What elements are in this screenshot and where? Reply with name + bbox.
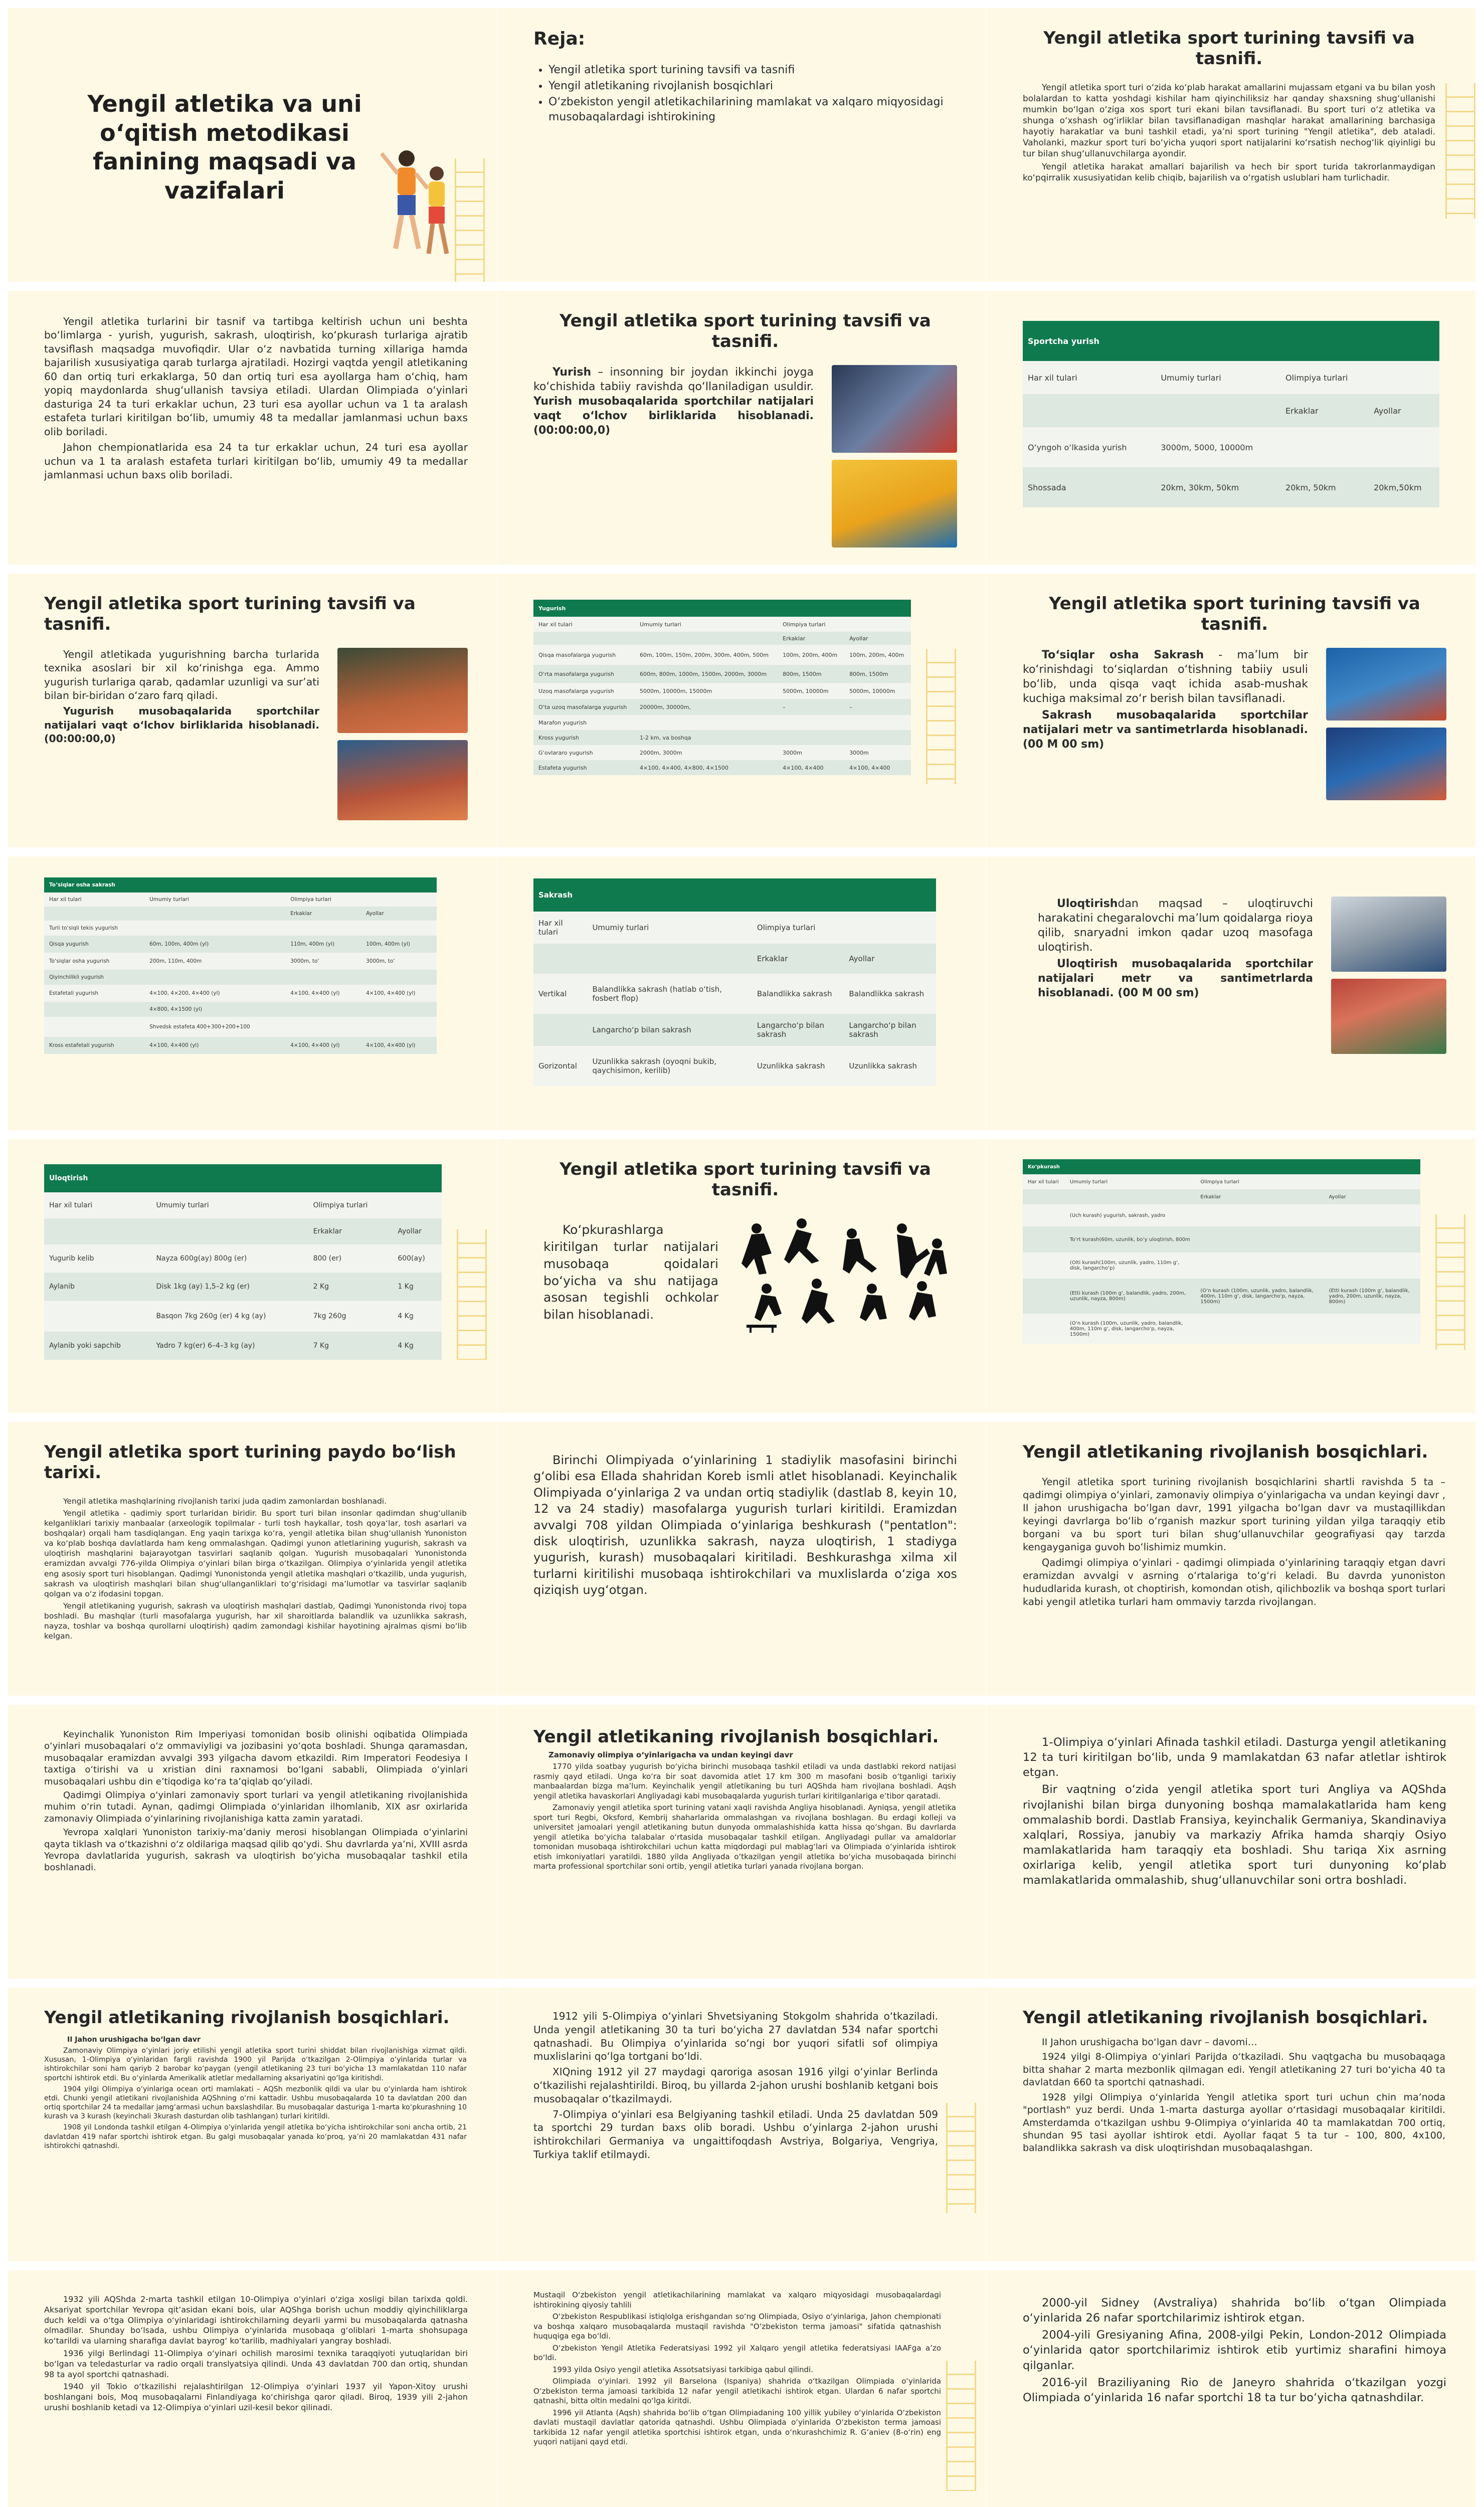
table-cell: Erkaklar bbox=[285, 907, 361, 921]
subheading: Zamonaviy olimpiya o‘yinlarigacha va undan keyingi davr bbox=[548, 1750, 793, 1759]
table-cell: Nayza 600g(ay) 800g (er) bbox=[151, 1244, 308, 1273]
paragraph-bold: Uloqtirish musobaqalarida sportchilar natijalari metr va santimetrlarda hisoblanadi. (00 M 00 sm) bbox=[1038, 958, 1313, 1000]
table-cell: Langarcho‘p bilan sakrash bbox=[752, 1014, 844, 1046]
paragraph: Yengil atletika turlarini bir tasnif va tartibga keltirish uchun uni beshta bo‘limlarga - yurish, yugurish, sakrash, uloqtirish, ko‘pkurash turlariga ajratib tavsiflash maqsadga muvofiqdir. Ular o‘z navbatida turning xillariga hamda bajarilish xususiyatiga qarab turlarga ajratiladi. Hozirgi vaqtda yengil atletikaning 60 dan ortiq turi erkaklarga, 50 dan ortiq turi esa ayollarga ham o‘chiq, ham yopiq maydonlarda shug‘ullanish tavsiya etiladi. Ulardan Olimpiada o‘yinlari dasturiga 24 ta turi erkaklar uchun, 23 turi esa ayollar uchun va 1 ta aralash estafeta turlari kiritilgan bo‘lib, umumiy 48 ta medallar jamlanmasi uchun baxs olib boriladi. bbox=[44, 315, 468, 438]
plan-item: • Yengil atletikaning rivojlanish bosqichlari bbox=[548, 79, 957, 94]
plan-list bbox=[548, 63, 957, 125]
slide-heading: Yengil atletika sport turining paydo bo‘lish tarixi. bbox=[44, 1442, 456, 1483]
table-cell: Uzunlikka sakrash bbox=[752, 1046, 844, 1086]
table-cell: 4×100, 4×400 (yl) bbox=[144, 1037, 285, 1054]
slide-heading: Yengil atletikaning rivojlanish bosqichlari. bbox=[533, 1727, 939, 1747]
image-column bbox=[1331, 897, 1446, 1054]
table-cell: Umumiy turlari bbox=[151, 1192, 308, 1218]
paragraph: Ko‘pkurashlarga kiritilgan turlar natijalari musobaqa qoidalari bo‘yicha va shu natijaga asosan tegishli ochkolar bilan hisoblanadi. bbox=[543, 1222, 718, 1322]
table-cell: Erkaklar bbox=[752, 944, 844, 974]
slide-heading: Yengil atletika sport turining tavsifi va tasnifi. bbox=[1043, 28, 1415, 69]
paragraph: Yengil atletika sport turining rivojlanish bosqichlarini shartli ravishda 5 ta – qadimgi olimpiya o‘yinlari, zamonaviy olimpiya o‘yinlarigacha va undan keyingi davr , II jahon urushigacha bo‘lgan davr, 1991 yilgacha bo‘lgan davr va mustaqillikdan keyingi davrlarga bo‘lib o‘rganish mazkur sport turining yildan yilga taraqqiy etib borgani va bu sport turi bilan shug‘ullanuvchilar geografiyasi qay tarzda kengayganiga guvoh bo‘lishimiz mumkin. bbox=[1023, 1476, 1445, 1553]
walking-legs-photo bbox=[832, 365, 957, 453]
walking-bold: Yurish musobaqalarida sportchilar natijalari vaqt o‘lchov birliklarida hisoblanadi. (00:00:00,0) bbox=[533, 395, 814, 437]
table-cell: Olimpiya turlari bbox=[1280, 361, 1369, 394]
throwing-table bbox=[44, 1164, 442, 1360]
table-cell: 20km, 30km, 50km bbox=[1156, 467, 1280, 507]
table-cell: Erkaklar bbox=[1195, 1189, 1324, 1204]
slide-history[interactable] bbox=[8, 1422, 497, 1696]
slide-stages-6[interactable] bbox=[497, 1988, 986, 2261]
paragraph: 2000-yil Sidney (Avstraliya) shahrida bo‘lib o‘tgan Olimpiada o‘yinlarida 26 nafar sportchilarimiz ishtirok etgan. bbox=[1023, 2296, 1446, 2325]
slide-heading: Yengil atletikaning rivojlanish bosqichlari. bbox=[1023, 2008, 1428, 2028]
table-cell: Yadro 7 kg(er) 6–4–3 kg (ay) bbox=[151, 1332, 308, 1360]
table-header: To‘siqlar osha sakrash bbox=[44, 877, 144, 892]
table-cell: Erkaklar bbox=[778, 632, 844, 645]
slide-stages-4[interactable] bbox=[987, 1705, 1475, 1979]
table-cell: – bbox=[778, 699, 844, 715]
table-cell: Balandlikka sakrash bbox=[844, 974, 936, 1014]
slide-heading: Yengil atletika sport turining tavsifi va tasnifi. bbox=[44, 594, 416, 634]
table-cell: 4 Kg bbox=[393, 1332, 442, 1360]
table-cell: Marafon yugurish bbox=[533, 715, 635, 730]
table-cell: 4×100, 4×400 bbox=[778, 760, 844, 775]
slide-heading: Yengil atletika sport turining tavsifi va tasnifi. bbox=[1049, 594, 1420, 634]
table-cell: Qisqa masofalarga yugurish bbox=[533, 645, 635, 665]
table-cell: 4×100, 4×200, 4×400 (yl) bbox=[144, 985, 285, 1002]
table-cell: Gorizontal bbox=[533, 1046, 587, 1086]
table-cell: 4×100, 4×400 (yl) bbox=[361, 985, 437, 1002]
sprint-race-photo bbox=[337, 740, 468, 820]
paragraph: 1996 yil Atlanta (Aqsh) shahrida bo‘lib o‘tgan Olimpiadaning 100 yillik yubiley o‘yinlarida O‘zbekiston davlati mustaqil davlatlar qatorida qatnashdi. Ushbu Olimpiada o‘yinlarida O‘zbekiston terma jamoasi tarkibida 12 nafar yengil atletika sportchisi ishtirok etgan, unda o‘nkurashchimiz R. G‘aniev (8-o‘rin) eng yuqori natijani qayd etdi. bbox=[533, 2408, 941, 2446]
table-cell: Ayollar bbox=[1369, 394, 1439, 427]
table-cell: Erkaklar bbox=[1280, 394, 1369, 427]
table-cell: 5000m, 10000m, 15000m bbox=[635, 683, 778, 699]
subheading: II Jahon urushigacha bo‘lgan davr bbox=[67, 2035, 201, 2044]
table-cell: Shvedsk estafeta 400+300+200+100 bbox=[144, 1017, 285, 1037]
table-cell: 4×100, 4×400, 4×800, 4×1500 bbox=[635, 760, 778, 775]
sprint-start-photo bbox=[337, 648, 468, 733]
table-cell: Yugurib kelib bbox=[44, 1244, 151, 1273]
image-column bbox=[337, 648, 468, 820]
table-cell: Ayollar bbox=[1324, 1189, 1420, 1204]
table-cell: Ayollar bbox=[844, 944, 936, 974]
hurdles-text: - ma’lum bir ko‘rinishdagi to‘siqlardan o‘tishning tabiiy usuli bo‘lib, unda qisqa vaqt ichida asab-mushak kuchiga maksimal zo‘r berish bilan tavsiflanadi. bbox=[1023, 648, 1308, 705]
slide-stages-5[interactable] bbox=[8, 1988, 497, 2261]
hammer-throw-photo bbox=[1331, 897, 1446, 972]
multievent-table bbox=[1023, 1159, 1420, 1344]
table-cell: O‘yngoh o‘lkasida yurish bbox=[1023, 427, 1156, 467]
paragraph: Zamonaviy Olimpiya o‘yinlari joriy etilishi yengil atletika sport turini shiddat bilan rivojlanishiga xizmat qildi. Xususan, 1-Olimpiya o‘yinlaridan fargli ravishda 1900 yil Parijda o‘tkazilgan 2-Olimpiya o‘yinlarida turlar va ishtirokchilar soni ham qariyb 2 barobar ko‘paygan (yengil atletikaning 23 turi bo‘yicha 13 mamlakatdan 110 nafar sportchi ishtirok etdi. Bu o‘yinlarda Amerikalik atletlar medallarning aksariyatini qo‘lga kiritishdi. bbox=[44, 2046, 467, 2082]
table-cell: – bbox=[844, 699, 911, 715]
table-cell: 7kg 260g bbox=[308, 1301, 393, 1332]
table-cell: (Olti kurash(100m, uzunlik, yadro, 110m g‘, disk, langarcho‘p) bbox=[1065, 1252, 1195, 1279]
table-cell: (O‘n kurash (100m, uzunlik, yadro, balandlik, 400m, 110m g‘, disk, langarcho‘p, nayza, 1500m) bbox=[1065, 1314, 1195, 1344]
paragraph: Yevropa xalqlari Yunoniston tarixiy-ma’daniy merosi hisoblangan Olimpiada o‘yinlarini qayta tiklash va o‘tkazishni o‘z oldilariga maqsad qilib qo‘ydi. Shu davrlarda ya’ni, XVIII asrda Yevropa davlatlarida yugurish, sakrash va uloqtirish bo‘yicha musobaqalar tashkil etila boshlanadi. bbox=[44, 1827, 468, 1873]
ladder-decoration bbox=[1435, 1214, 1465, 1350]
hurdles-table bbox=[44, 877, 437, 1054]
slide-hurdles-table[interactable] bbox=[8, 856, 497, 1130]
table-cell: (Uch kurash) yugurish, sakrash, yadro bbox=[1065, 1204, 1195, 1226]
slide-multievent-table[interactable] bbox=[987, 1139, 1475, 1413]
paragraph: 1932 yili AQShda 2-marta tashkil etilgan 10-Olimpiya o‘yinlari o‘ziga xosligi bilan tarixda qoldi. Aksariyat sportchilar Yevropa qit’asidan ekani bois, ular AQShga borish uchun moddiy qiyinchiliklarga duch keldi va o‘tga Olimpiya o‘yinlaridagi ishtirokchilarning deyarli yarmi bu musobaqalarda qatnasha olmadilar. Shunday bo‘lsada, ushbu Olimpiya o‘yinlarida musobaqa g‘oliblari 1-marta shohsupaga ko‘tarildi va ularning sharafiga davlat bayrog‘ ko‘tarilib, madhiyalari yangray boshladi. bbox=[44, 2294, 468, 2346]
paragraph: 1928 yilgi Olimpiya o‘yinlarida Yengil atletika sport turi uchun chin ma’noda "portlash" yuz berdi. Unda 1-marta dasturga ayollar o‘rtasidagi musobaqalar kiritildi. Amsterdamda o‘tkazilgan ushbu 9-Olimpiya o‘yinlarida 40 ta mamlakatdan 700 ortiq, shundan 95 tasi ayollar ishtirok etdi. Ayollar faqat 5 ta tur – 100, 800, 4x100, balandlikka sakrash va disk uloqtirishdan musobaqalashgan. bbox=[1023, 2091, 1445, 2154]
paragraph: Yengil atletika - qadimiy sport turlaridan biridir. Bu sport turi bilan insonlar qadimdan shug‘ullanib kelganliklari tarixiy manbaalar (arxeologik topilmalar - turli tosh haykallar, tosh qoya‘lar, tosh asarlari va boshqalar) orqali ham tasdiqlangan. Eng yaqin tarixga ko‘ra, yengil atletika bilan shug‘ullanish Yunoniston va ko‘plab boshqa davlatlarda ham keng ommalashgan. Qadimgi yunon atletlarining yugurish, sakrash va uloqtirish mashqlarini bajarayotgan tasvirlari saqlanib qolgan. Yugurish musobaqalari Yunonistonda eramizdan avvalgi 776-yilda Olimpiya o‘yinlari bilan birga o‘tkazilgan. Olimpiya o‘yinlarida yengil atletika eng asosiy sport turi hisoblangan. Qadimgi Yunonistonda yengil atletika mashqlari o‘tkazilib, unda yugurish, sakrash va uloqtirish mashqlari bilan shug‘ullanganliklari to‘g‘risidagi ma’lumotlar va tasvirlar saqlanib qolgan va o‘z ifodasini topgan. bbox=[44, 1508, 467, 1598]
slide-stages-2[interactable] bbox=[8, 1705, 497, 1979]
walking-paragraph bbox=[533, 365, 814, 438]
table-cell: 200m, 110m, 400m bbox=[144, 953, 285, 970]
table-cell: Erkaklar bbox=[308, 1218, 393, 1244]
slide-stages-3[interactable] bbox=[497, 1705, 986, 1979]
table-cell: 4 Kg bbox=[393, 1301, 442, 1332]
table-cell: 100m, 200m, 400m bbox=[778, 645, 844, 665]
plan-item: • Yengil atletika sport turining tavsifi va tasnifi bbox=[548, 63, 957, 78]
jumping-table bbox=[533, 878, 936, 1086]
paragraph: O‘zbekiston Yengil Atletika Federatsiyasi 1992 yil Xalqaro yengil atletika federatsiyasi IAAFga a’zo bo‘ldi. bbox=[533, 2343, 941, 2362]
table-cell: 1 Kg bbox=[393, 1273, 442, 1301]
presentation-title: Yengil atletika va uni o‘qitish metodikasi fanining maqsadi va vazifalari bbox=[87, 90, 362, 204]
table-cell: Basqon 7kg 260g (er) 4 kg (ay) bbox=[151, 1301, 308, 1332]
throwing-text: dan maqsad – uloqtiruvchi harakatini chegaralovchi ma’lum qoidalarga rioya qilib, snaryadni imkon qadar uzoq masofaga uloqtirish. bbox=[1038, 898, 1313, 954]
paragraph: 2016-yil Braziliyaning Rio de Janeyro shahrida o‘tkazilgan yozgi Olimpiada o‘yinlarida 16 nafar sportchi 18 ta tur bo‘yicha qatnashdilar. bbox=[1023, 2376, 1446, 2404]
table-cell: 7 Kg bbox=[308, 1332, 393, 1360]
ladder-decoration bbox=[457, 1229, 487, 1360]
table-cell: 4×100, 4×400 (yl) bbox=[285, 1037, 361, 1054]
paragraph: 1924 yilgi 8-Olimpiya o‘yinlari Parijda o‘tkaziladi. Shu vaqtgacha bu musobaqaga bitta shahar 2 marta mezbonlik qilmagan edi. Yengil atletikaning 27 turi bo‘yicha 40 ta davlatdan 660 ta sportchi qatnashadi. bbox=[1023, 2051, 1445, 2088]
slide-description[interactable] bbox=[987, 8, 1475, 282]
table-cell: 600m, 800m, 1000m, 1500m, 2000m, 3000m bbox=[635, 665, 778, 683]
slide-heading: Yengil atletikaning rivojlanish bosqichlari. bbox=[44, 2008, 450, 2028]
table-cell: Olimpiya turlari bbox=[308, 1192, 393, 1218]
hurdles-lead: To‘siqlar osha Sakrash bbox=[1042, 648, 1204, 661]
table-cell: 20000m, 30000m, bbox=[635, 699, 778, 715]
table-cell: Kross estafetali yugurish bbox=[44, 1037, 144, 1054]
paragraph: Yengil atletika mashqlarining rivojlanish tarixi juda qadim zamonlardan boshlanadi. bbox=[63, 1496, 387, 1506]
paragraph-bold: Sakrash musobaqalarida sportchilar natijalari metr va santimetrlarda hisoblanadi. (00 M 00 sm) bbox=[1023, 708, 1308, 751]
paragraph: Yengil atletika harakat amallari bajarilish va hech bir sport turida takrorlanmaydigan ko‘pqirralik xususiyatidan kelib chiqib, bajarilish va o‘rgatish uslublari ham turlichadir. bbox=[1023, 162, 1435, 184]
paragraph: Qadimgi Olimpiya o‘yinlari zamonaviy sport turlari va yengil atletikaning rivojlanishida muhim o‘rin tutadi. Aynan, qadimgi Olimpiada o‘yinlaridan ilhomlanib, XIX asr oxirlarida zamonaviy Olimpiada o‘yinlarining rivojlanishiga katta zamin yaratadi. bbox=[44, 1789, 468, 1824]
table-cell: Balandlikka sakrash (hatlab o‘tish, fosbert flop) bbox=[587, 974, 752, 1014]
paragraph: Yengil atletika sport turi o‘zida ko‘plab harakat amallarini mujassam etgani va bu bilan yosh bolalardan to katta yoshdagi kishilar ham qiyinchiliksiz har qanday shaxsning shug‘ullanishi mumkin bo‘lgan o‘ziga xos sport turi ekani bilan tavsiflanadi. Bu sport turi o‘z atletika va shunga o‘xshash og‘irliklar bilan tavsiflanadigan mashqlar harakat amallarining barchasiga hayotiy harakatlar va buni tashkil etadi, ya’ni sport turining "Yengil atletika", deb ataladi. Vaholanki, mazkur sport turi bo‘yicha yuqori sport natijalarini ko‘rsatish nechog‘lik qiyinligi bu tur bilan shug‘ullanuvchilarga ayondir. bbox=[1023, 82, 1435, 159]
table-cell: 4×100, 4×400 bbox=[844, 760, 911, 775]
table-cell: Estafeta yugurish bbox=[533, 760, 635, 775]
table-cell: Umumiy turlari bbox=[144, 892, 285, 907]
paragraph-bold: Yugurish musobaqalarida sportchilar natijalari vaqt o‘lchov birliklarida hisoblanadi. (00:00:00,0) bbox=[44, 705, 319, 745]
table-cell: 4×100, 4×400 (yl) bbox=[285, 985, 361, 1002]
paragraph: O‘zbekiston Respublikasi istiqlolga erishgandan so‘ng Olimpiada, Osiyo o‘yinlariga, Jahon chempionati va boshqa xalqaro musobaqalarda mustaqil ravishda "O‘zbekiston terma jamoasi" sifatida qatnashish huquqiga ega bo‘ldi. bbox=[533, 2312, 941, 2341]
table-cell: Umumiy turlari bbox=[635, 617, 778, 632]
runners-illustration bbox=[366, 143, 467, 259]
table-cell: Ayollar bbox=[393, 1218, 442, 1244]
paragraph: 1912 yili 5-Olimpiya o‘yinlari Shvetsiyaning Stokgolm shahrida o‘tkaziladi. Unda yengil atletikaning 30 ta turi bo‘yicha 27 davlatdan 534 nafar sportchi qatnashadi. Bu Olimpiya o‘yinlarida so‘ngi bor yuqori sifatli sof olimpiya muxlislarini qo‘lga tortgani bo‘ldi. bbox=[533, 2010, 938, 2063]
slide-walking-table[interactable] bbox=[987, 291, 1475, 565]
paragraph: Yengil atletikaning yugurish, sakrash va uloqtirish mashqlari dastlab, Qadimgi Yunonistonda rivoj topa boshladi. Bu mashqlar (turli masofalarga yugurish, har xil sharoitlarda balandlik va uzunlikka sakrash, nayza, toshlar va boshqa qurollarni uloqtirish) qadim zamondagi kishilar hayotining ajralmas qismi bo‘lib kelgan. bbox=[44, 1601, 467, 1641]
table-header: Ko‘pkurash bbox=[1023, 1159, 1065, 1174]
table-cell: O‘rta masofalarga yugurish bbox=[533, 665, 635, 683]
paragraph: Qadimgi olimpiya o‘yinlari - qadimgi olimpiada o‘yinlarining taraqqiy etgan davri eramizdan avvalgi v asrning o‘rtalariga to‘g‘ri keladi. Bu davrda yunoniston hududlarida kurash, ot choptirish, komondan otish, qilichbozlik va boshqa sport turlari kabi yengil atletika turlari ham ommaviy tarzda rivojlangan. bbox=[1023, 1556, 1445, 1607]
paragraph: 1993 yilda Osiyo yengil atletika Assotsatsiyasi tarkibiga qabul qilindi. bbox=[552, 2365, 813, 2374]
paragraph: Mustaqil O‘zbekiston yengil atletikachilarining mamlakat va xalqaro miqyosidagi musobaqalardagi ishtirokining qiyosiy tahlili bbox=[533, 2290, 941, 2309]
table-cell: Uzunlikka sakrash bbox=[844, 1046, 936, 1086]
slide-history-2[interactable] bbox=[497, 1422, 986, 1696]
table-cell: Har xil tulari bbox=[44, 1192, 151, 1218]
hurdles-photo bbox=[1326, 648, 1446, 721]
table-cell: 3000m, to‘ bbox=[361, 953, 437, 970]
table-cell: 20km, 50km bbox=[1280, 467, 1369, 507]
walking-text: – insonning bir joydan ikkinchi joyga ko‘chishida tabiiy ravishda qo‘llaniladigan usuldir. bbox=[533, 366, 814, 393]
slide-heading: Yengil atletika sport turining tavsifi va tasnifi. bbox=[560, 1159, 931, 1200]
table-cell: Olimpiya turlari bbox=[1195, 1174, 1324, 1189]
walking-lead: Yurish bbox=[552, 366, 592, 379]
table-cell: O‘ta uzoq masofalarga yugurish bbox=[533, 699, 635, 715]
table-cell: 800m, 1500m bbox=[844, 665, 911, 683]
table-cell: Umumiy turlari bbox=[1065, 1174, 1195, 1189]
paragraph: Olimpiada o‘yinlari. 1992 yil Barselona (Ispaniya) shahrida o‘tkazilgan Olimpiada o‘yinlarida O‘zbekiston terma jamoasi tarkibida 12 nafar yengil atletikachi ishtirok etgan. Ulardan 6 nafar sportchi qatnashi, bitta oltin medalni qo‘lga kiritdi. bbox=[533, 2377, 941, 2405]
paragraph: 1940 yil Tokio o‘tkazilishi rejalashtirilgan 12-Olimpiya o‘yinlari 1937 yil Yapon-Xitoy urushi boshlangani bois, Moq musobaqalarni Finlandiyaga ko‘chirishga qaror qiladi. Biroq, 1939 yili 2-jahon urushi boshlanib ketadi va 12-Olimpiya o‘yinlari uzil-kesil bekor qilinadi. bbox=[44, 2382, 468, 2412]
slide-walking[interactable] bbox=[497, 291, 986, 565]
long-jump-photo bbox=[1326, 728, 1446, 800]
ladder-decoration bbox=[926, 649, 956, 784]
walking-athlete-photo bbox=[832, 460, 957, 548]
table-cell: 4×100, 4×400 (yl) bbox=[361, 1037, 437, 1054]
slide-title[interactable] bbox=[8, 8, 497, 282]
paragraph: II Jahon urushigacha bo‘lgan davr – davomi… bbox=[1042, 2036, 1257, 2048]
table-cell: 110m, 400m (yl) bbox=[285, 936, 361, 953]
table-cell: 5000m, 10000m bbox=[778, 683, 844, 699]
table-cell: Balandlikka sakrash bbox=[752, 974, 844, 1014]
table-cell: To‘rt kurash(60m, uzunlik, bo‘y uloqtirish, 800m bbox=[1065, 1226, 1195, 1252]
slide-running-table[interactable] bbox=[497, 574, 986, 847]
slide-heading: Yengil atletikaning rivojlanish bosqichlari. bbox=[1023, 1442, 1428, 1462]
paragraph: 1904 yilgi Olimpiya o‘yinlariga ocean orti mamlakati – AQSh mezbonlik qildi va ular bu o‘yinlarda ham ishtirok etdi. Chunki yengil atletikani rivojlanishida AQShning o‘rni kattadir. Ushbu musobaqalarda 10 ta davlatdan 200 dan ortiq sportchilar 24 ta medallar jamg‘armasi uchun baxslashdilar. Bu musobaqalar dasturiga 1-marta ko‘pkurashning 10 kurash va 3 kurash (keyinchali 3kurash dasturdan olib tashlangan) turlari kiritildi. bbox=[44, 2085, 467, 2121]
table-cell: 100m, 200m, 400m bbox=[844, 645, 911, 665]
hurdles-paragraph bbox=[1023, 648, 1308, 706]
table-cell: 3000m bbox=[844, 745, 911, 760]
plan-item: • O‘zbekiston yengil atletikachilarining mamlakat va xalqaro miqyosidagi musobaqalardagi ishtirokining bbox=[548, 95, 957, 125]
table-cell: 3000m bbox=[778, 745, 844, 760]
paragraph: 2004-yili Gresiyaning Afina, 2008-yilgi Pekin, London-2012 Olimpiada o‘yinlarida qator sportchilarimiz ishtirok etib yurtimiz sharafini himoya qilganlar. bbox=[1023, 2329, 1446, 2372]
slide-heading: Yengil atletika sport turining tavsifi va tasnifi. bbox=[560, 311, 931, 351]
paragraph: Birinchi Olimpiyada o‘yinlarining 1 stadiylik masofasini birinchi g‘olibi esa Ellada shahridan Koreb ismli atlet hisoblanadi. Keyinchalik Olimpiyada o‘yinlariga 2 va undan ortiq stadiylik (dastlab 8, keyin 10, 12 va 24 stadiy) masofalarga yugurish turlari kiritildi. Eramizdan avvalgi 708 yildan Olimpiada o‘yinlariga beshkurash ("pentatlon": disk uloqtirish, uzunlikka sakrash, nayza uloqtirish, 1 stadiyga yugurish, kurash) musobaqalari kiritiladi. Beshkurashga xilma xil turlarni kiritilishi musobaqa ishtirokchilari va muxlislarda o‘ziga xos qiziqish uyg‘otgan. bbox=[533, 1453, 957, 1597]
ladder-decoration bbox=[946, 2361, 976, 2491]
table-cell: To‘siqlar osha yugurish bbox=[44, 953, 144, 970]
table-cell: 1-2 km, va boshqa bbox=[635, 730, 778, 745]
slide-classification[interactable] bbox=[8, 291, 497, 565]
table-cell: Qisqa yugurish bbox=[44, 936, 144, 953]
table-cell: Langarcho‘p bilan sakrash bbox=[587, 1014, 752, 1046]
slide-jumping-table[interactable] bbox=[497, 856, 986, 1130]
table-cell: Har xil tulari bbox=[1023, 1174, 1065, 1189]
table-cell: G‘ovlararo yugurish bbox=[533, 745, 635, 760]
ladder-decoration bbox=[1445, 83, 1475, 219]
table-cell: 5000m, 10000m bbox=[844, 683, 911, 699]
table-cell: Shossada bbox=[1023, 467, 1156, 507]
table-cell: Aylanib bbox=[44, 1273, 151, 1301]
paragraph: Keyinchalik Yunoniston Rim Imperiyasi tomonidan bosib olinishi oqibatida Olimpiada o‘yinlari musobaqalari o‘z ommaviyligi va jozibasini yo‘qota boshladi. Shunga qaramasdan, musobaqalar eramizdan avvalgi 393 yilgacha davom etkazildi. Rim Imperatori Feodesiya I taxtiga o‘tirishi va u xristian dini raxnamosi bo‘lgani sababli, Olimpiada o‘yinlari musobaqalari ushbu din e’tiqodiga ko‘ra ta’qiqlab qo‘yiladi. bbox=[44, 1729, 468, 1787]
paragraph: Zamonaviy yengil atletika sport turining vatani xaqli ravishda Angliya hisoblanadi. Ayniqsa, yengil atletika sport turi Regbi, Oksford, Kembrij shaharlarida ommalashgan va rivojlana boshlagan. Bu erdagi kolleji va universitet jamoalari yengil atletikaning butun dunyoda ommalashishida katta hissa qo‘shgan. Bu davrlarda yengil atletika bo‘yicha talabalar o‘rtasida musobaqalar tashkil etilgan. Angliyadagi pullar va amaldorlar tomonidan musobaqa ishtirokchilari uchun katta miqdordagi pul mablag‘lari va Olimpiada o‘yinlarida ishtirok etish imkoniyatlari yaratildi. 1880 yilda Angliyada o‘tkazilgan yengil atletika bo‘yicha musobaqada birinchi marta professional sportchilar soni ortib, yengil atletika turlari yanada rivojlana borgan. bbox=[533, 1803, 956, 1871]
ladder-decoration bbox=[946, 2103, 976, 2213]
table-cell: Har xil tulari bbox=[533, 617, 635, 632]
table-cell: Kross yugurish bbox=[533, 730, 635, 745]
slide-grid bbox=[8, 8, 1476, 2507]
table-cell: Estafetali yugurish bbox=[44, 985, 144, 1002]
table-cell: 800 (er) bbox=[308, 1244, 393, 1273]
table-cell: 60m, 100m, 150m, 200m, 300m, 400m, 500m bbox=[635, 645, 778, 665]
table-cell: (O‘n kurash (100m, uzunlik, yadro, balandlik, 400m, 110m g‘, disk, langarcho‘p, nayza, 1500m) bbox=[1195, 1279, 1324, 1314]
table-cell: (Etti kurash (100m g‘, balandlik, yadro, 200m, uzunlik, nayza, 800m) bbox=[1065, 1279, 1195, 1314]
table-header: Uloqtirish bbox=[44, 1164, 151, 1192]
plan-heading: Reja: bbox=[533, 29, 586, 49]
table-cell: 100m, 400m (yl) bbox=[361, 936, 437, 953]
walking-table bbox=[1023, 321, 1439, 507]
slide-throwing-table[interactable] bbox=[8, 1139, 497, 1413]
table-cell: Ayollar bbox=[844, 632, 911, 645]
table-cell: 2 Kg bbox=[308, 1273, 393, 1301]
table-cell: 4×800, 4×1500 (yl) bbox=[144, 1002, 285, 1017]
table-cell: Olimpiya turlari bbox=[285, 892, 361, 907]
running-table bbox=[533, 600, 911, 775]
table-header: Sakrash bbox=[533, 878, 587, 912]
paragraph: 1-Olimpiya o‘yinlari Afinada tashkil etiladi. Dasturga yengil atletikaning 12 ta turi kiritilgan bo‘lib, unda 9 mamlakatdan 63 nafar atletlar ishtirok etgan. bbox=[1023, 1736, 1446, 1779]
table-cell: Uzoq masofalarga yugurish bbox=[533, 683, 635, 699]
athlete-silhouettes-illustration bbox=[736, 1213, 957, 1334]
slide-stages-7[interactable] bbox=[987, 1988, 1475, 2261]
table-cell: 2000m, 3000m bbox=[635, 745, 778, 760]
slide-olympics[interactable] bbox=[987, 2270, 1475, 2507]
table-cell: 3000m, 5000, 10000m bbox=[1156, 427, 1280, 467]
image-column bbox=[1326, 648, 1446, 800]
table-cell: (Etti kurash (100m g‘, balandlik, yadro, 200m, uzunlik, nayza, 800m) bbox=[1324, 1279, 1420, 1314]
table-cell: Umumiy turlari bbox=[1156, 361, 1280, 394]
paragraph: Bir vaqtning o‘zida yengil atletika sport turi Angliya va AQShda rivojlanishi bilan birga dunyoning boshqa mamalakatlarida ham keng ommalashib bordi. Dastlab Fransiya, keyinchalik Germaniya, Skandinaviya xalqlari, Rossiya, janubiy va markaziy Afrika hamda sharqiy Osiyo mamlakatlarida ham taraqqiy eta boshladi. Shu tariqa Xix asrning oxirlariga kelib, yengil atletika sport turi dunyoning ko‘plab mamlakatlarida ommalashib, shug‘ullanuvchilar soni ortra boshladi. bbox=[1023, 1783, 1446, 1887]
table-cell: Uzunlikka sakrash (oyoqni bukib, qaychisimon, kerilib) bbox=[587, 1046, 752, 1086]
paragraph: Yengil atletikada yugurishning barcha turlarida texnika asoslari bir xil ko‘rinishga ega. Ammo yugurish turlariga qarab, qadamlar uzunligi va sur’ati bilan bir-biridan o‘zaro farq qiladi. bbox=[44, 648, 319, 701]
paragraph: 7-Olimpiya o‘yinlari esa Belgiyaning tashkil etiladi. Unda 25 davlatdan 509 ta sportchi 29 turdan baxs olib boradi. Ushbu o‘yinlarga 2-jahon urushi ishtirokchilari Germaniya va ungaittifoqdash Avstriya, Bolgariya, Vengriya, Turkiya taklif etilmaydi. bbox=[533, 2108, 938, 2161]
throwing-paragraph bbox=[1038, 897, 1313, 955]
throwing-lead: Uloqtirish bbox=[1057, 898, 1118, 910]
table-header: Yugurish bbox=[533, 600, 635, 617]
table-cell: 20km,50km bbox=[1369, 467, 1439, 507]
slide-multievent[interactable] bbox=[497, 1139, 986, 1413]
slide-stages-8[interactable] bbox=[8, 2270, 497, 2507]
table-cell: Langarcho‘p bilan sakrash bbox=[844, 1014, 936, 1046]
slide-throwing[interactable] bbox=[987, 856, 1475, 1130]
slide-plan[interactable] bbox=[497, 8, 986, 282]
table-cell: 600(ay) bbox=[393, 1244, 442, 1273]
table-cell: Umumiy turlari bbox=[587, 912, 752, 944]
table-cell: Turli to‘siqli tekis yugurish bbox=[44, 921, 144, 936]
table-cell: Qiyinchilikli yugurish bbox=[44, 970, 144, 985]
table-cell: Aylanib yoki sapchib bbox=[44, 1332, 151, 1360]
paragraph: 1908 yil Londonda tashkil etilgan 4-Olimpiya o‘yinlarida yengil atletika bo‘yicha ishtirokchilar soni ancha ortib, 21 davlatdan 419 nafar sportchi ishtirok etgan. Bu galgi musobaqalar yanada ko‘proq, ya’ni 20 mamlakatdan 431 nafar ishtirokchi qatnashdi. bbox=[44, 2123, 467, 2150]
table-cell: Olimpiya turlari bbox=[752, 912, 844, 944]
table-cell: 3000m, to‘ bbox=[285, 953, 361, 970]
paragraph: 1770 yilda soatbay yugurish bo‘yicha birinchi musobaqa tashkil etiladi va unda dastlabki rekord natijasi rasmiy qayd etiladi. Unga ko‘ra bir soat davomida atlet 17 km 300 m masofani bosib o‘tganligi tarixiy manbaalardan bizga ma’lum. Keyinchalik yengil atletikaning bu turi AQShda ham rivojlana boshladi. Aqsh yengil atletika havaskorlari Angliyadagi kabi musobaqalarda yugurish turlari kiritilganlariga e’tibor qaratadi. bbox=[533, 1762, 956, 1801]
paragraph: XIQning 1912 yil 27 maydagi qaroriga asosan 1916 yilgi o‘yinlar Berlinda o‘tkazilishi rejalashtirildi. Biroq, bu yillarda 2-jahon urushi boshlanib ketgani bois musobaqalar o‘tkazilmaydi. bbox=[533, 2066, 938, 2105]
image-column bbox=[832, 365, 957, 548]
paragraph: Jahon chempionatlarida esa 24 ta tur erkaklar uchun, 24 turi esa ayollar uchun va 1 ta aralash estafeta turlari kiritilgan bo‘lib, umumiy 49 ta medallar jamlanmasi uchun baxs olib boriladi. bbox=[44, 441, 468, 481]
table-cell: Olimpiya turlari bbox=[778, 617, 844, 632]
table-cell: Ayollar bbox=[361, 907, 437, 921]
table-header: Sportcha yurish bbox=[1023, 321, 1156, 361]
slide-running[interactable] bbox=[8, 574, 497, 847]
stadium-photo bbox=[1331, 979, 1446, 1054]
table-cell: Vertikal bbox=[533, 974, 587, 1014]
table-cell: Har xil tulari bbox=[1023, 361, 1156, 394]
paragraph: 1936 yilgi Berlindagi 11-Olimpiya o‘yinari ochilish marosimi texnika taraqqiyoti yutuqlaridan biri bo‘lgan va teledasturlar va radio orqali translyatsiya qilindi. Unda 43 davlatdan 700 dan ortiq, shundan 98 ta ayol sportchi qatnashadi. bbox=[44, 2348, 468, 2379]
slide-stages[interactable] bbox=[987, 1422, 1475, 1696]
table-cell: 60m, 100m, 400m (yl) bbox=[144, 936, 285, 953]
table-cell: Har xil tulari bbox=[44, 892, 144, 907]
table-cell: Har xil tulari bbox=[533, 912, 587, 944]
table-cell: Disk 1kg (ay) 1,5–2 kg (er) bbox=[151, 1273, 308, 1301]
slide-hurdles[interactable] bbox=[987, 574, 1475, 847]
table-cell: 800m, 1500m bbox=[778, 665, 844, 683]
slide-uzbekistan[interactable] bbox=[497, 2270, 986, 2507]
